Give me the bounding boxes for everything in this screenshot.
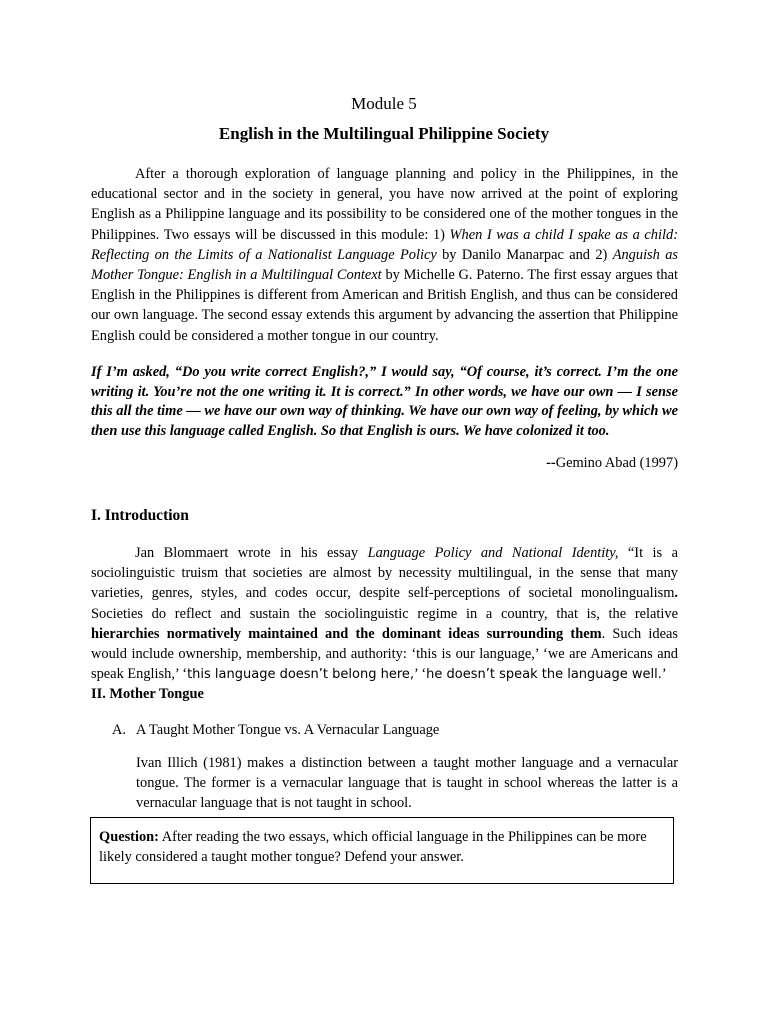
intro-text-2: by Danilo Manarpac and 2) — [436, 246, 613, 263]
intro-body-text-2: “It is a sociolinguistic truism that societies are almost by necessity multilingual, in the sense that many varieties, genres, styles, and codes occur, despite self-perceptions of societal monolingualism — [91, 545, 678, 602]
question-box — [90, 817, 674, 884]
quote-attribution — [546, 455, 678, 472]
question-label: Question: — [99, 829, 159, 845]
subsection-marker: A. — [112, 722, 126, 738]
intro-body-text-5: ’ ‘ — [414, 666, 427, 683]
introduction-paragraph — [91, 543, 678, 685]
intro-body-text-4: . Such ideas would include ownership, membership, and authority: ‘this is our language,’ ‘we are Americans and speak English,’ ‘ — [91, 625, 678, 683]
attribution-author: Gemino Abad (1997) — [555, 455, 678, 471]
intro-text-1: After a thorough exploration of language planning and policy in the Philippines, in the educational sector and in the society in general, you have now arrived at the point of exploring English as a Philippine language and its possibility to be considered one of the mother tongues in the Philippines. Two essays will be discussed in this module: 1) — [91, 166, 678, 243]
intro-text-3: by Michelle G. Paterno. The first essay argues that English in the Philippines is different from American and British English, and thus can be considered our own language. The second essay extends this argument by advancing the assertion that Philippine English could be considered a mother tongue in our country. — [91, 267, 679, 344]
intro-body-sans-1: this language doesn’t belong here, — [187, 667, 415, 683]
document-title: English in the Multilingual Philippine Society — [218, 124, 550, 143]
intro-body-text-6: ’ — [661, 666, 667, 683]
module-label: Module 5 — [351, 94, 417, 113]
essay-title-1: When I was a child I spake as a child: Reflecting on the Limits of a Nationalist Language Policy — [91, 226, 678, 263]
intro-body-text-3: Societies do reflect and sustain the sociolinguistic regime in a country, that is, the relative — [91, 605, 678, 622]
subsection-heading — [112, 722, 439, 739]
question-text — [99, 827, 665, 868]
intro-paragraph — [91, 164, 678, 346]
intro-body-bold-phrase: hierarchies normatively maintained and the dominant ideas surrounding them — [91, 625, 602, 642]
intro-body-sans-2: he doesn’t speak the language well. — [426, 667, 662, 683]
intro-body-text-1: Jan Blommaert wrote in his essay — [135, 545, 368, 561]
question-body: After reading the two essays, which official language in the Philippines can be more likely considered a taught mother tongue? Defend your answer. — [99, 829, 647, 866]
essay-title-2: Anguish as Mother Tongue: English in a Multilingual Context — [91, 246, 678, 284]
subsection-title: A Taught Mother Tongue vs. A Vernacular Language — [136, 722, 440, 738]
essay-title-blommaert: Language Policy and National Identity, — [367, 545, 619, 561]
section-heading-mother-tongue: II. Mother Tongue — [91, 686, 204, 702]
attribution-dash: -- — [546, 455, 556, 471]
section-heading-introduction: I. Introduction — [91, 507, 189, 524]
illich-paragraph: Ivan Illich (1981) makes a distinction between a taught mother language and a vernacular tongue. The former is a vernacular language that is taught in school whereas the latter is a vernacular language that is not taught in school. — [136, 755, 678, 812]
block-quote: If I’m asked, “Do you write correct English?,” I would say, “Of course, it’s correct. I’m the one writing it. You’re not the one writing it. It is correct.” In other words, we have our own — I sense this all the time — we have our own way of thinking. We have our own way of feeling, by which we then use this language called English. So that English is ours. We have colonized it too. — [91, 364, 678, 439]
intro-body-bold-period: . — [674, 585, 678, 602]
